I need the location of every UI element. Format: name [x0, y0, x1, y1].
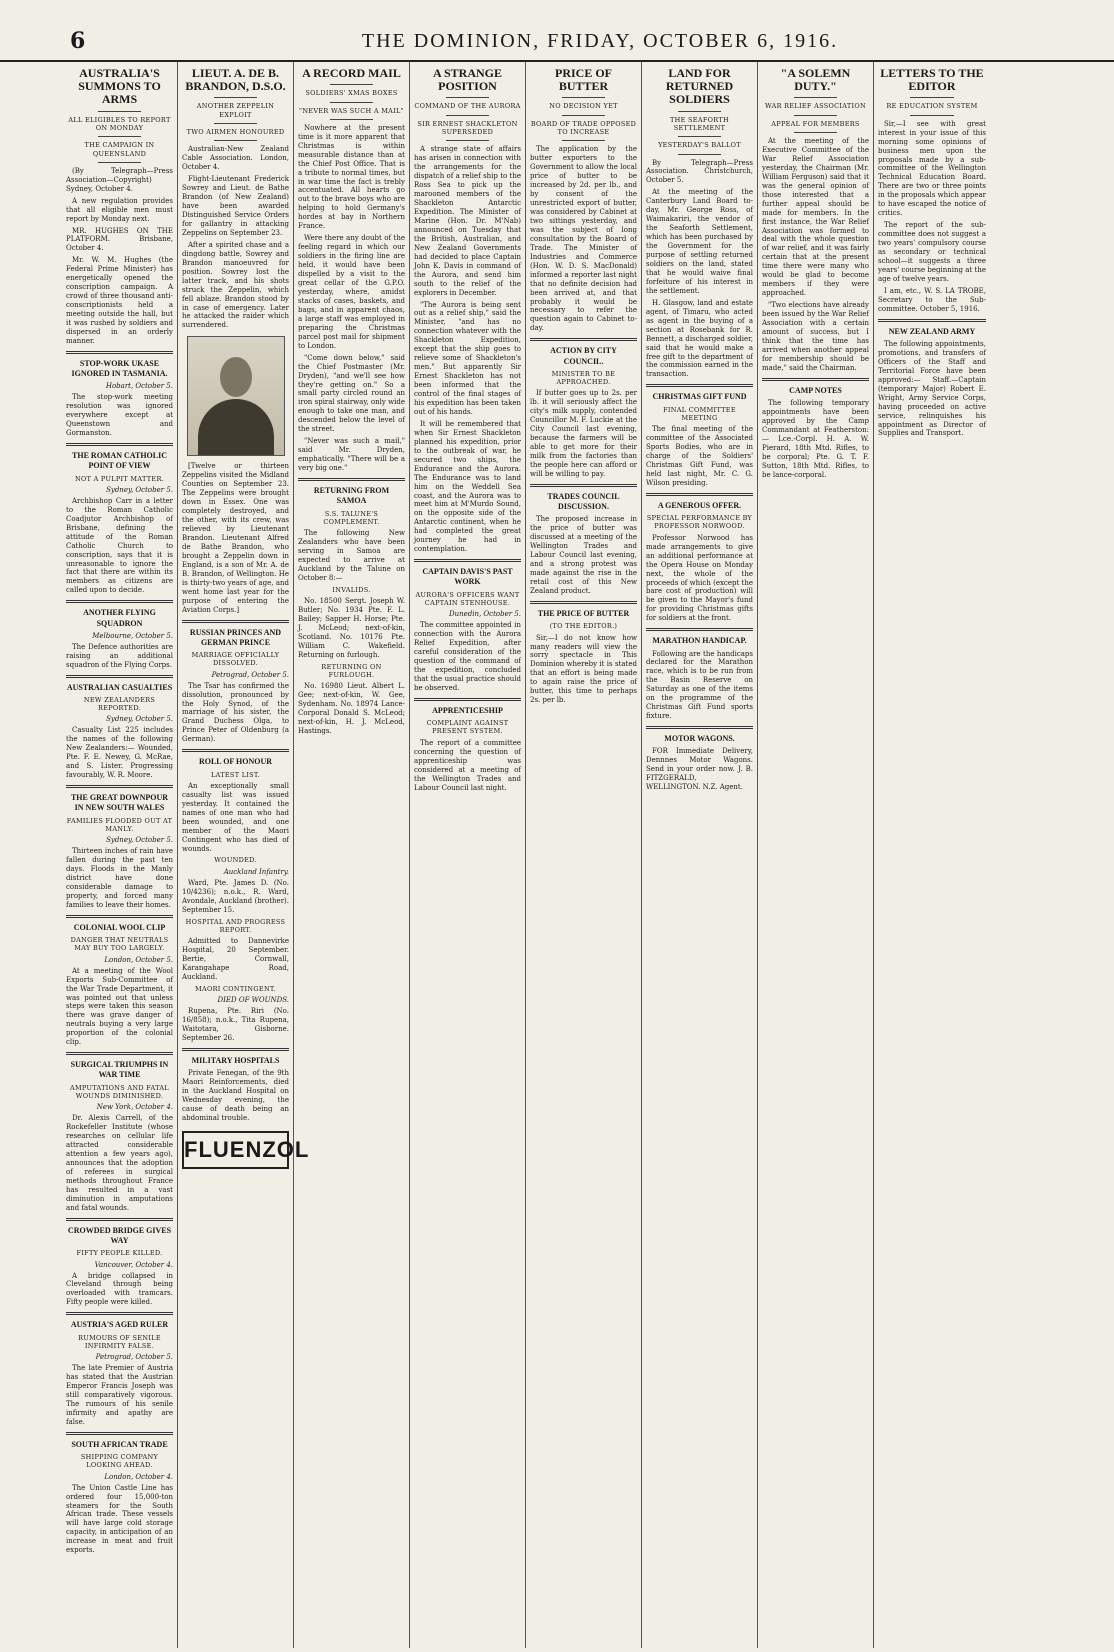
article-paragraph: A strange state of affairs has arisen in connection with the arrangements for the dispatch of a relief ship to the Ross Sea to pick up the marooned members of the Shackleton Antarctic Expedition. The Minister of Marine (Hon. Dr. M'Nab) announced on Tuesday that the British, Australian, and New Zealand Governments had decided to place Captain John K. Davis in command of the Aurora, and send him south to the relief of the explorers in December.	[414, 145, 521, 297]
dateline: Vancouver, October 4.	[94, 1260, 173, 1269]
section-headline: COLONIAL WOOL CLIP	[73, 922, 166, 932]
section-paragraph: The stop-work meeting resolution was ignored everywhere except at Queenstown and Gormanston.	[66, 393, 173, 438]
section-paragraph: The Defence authorities are raising an additional squadron of the Flying Corps.	[66, 642, 173, 669]
section-paragraph: Casualty List 225 includes the names of the following New Zealanders:— Wounded, Pte. F. E. Newey, G. McRae, and S. Lister. Progressing favourably, W. R. Moore.	[66, 726, 173, 780]
section-divider	[414, 698, 521, 701]
headline-rule	[678, 111, 721, 112]
section-subheadline: HOSPITAL AND PROGRESS REPORT.	[185, 917, 286, 934]
section-paragraph: Dr. Alexis Carrell, of the Rockefeller Institute (whose researches on cellular life attracted considerable attention a few years ago), announces that the adoption of referees in surgical methods throughout France has resulted in a vast diminution in amputations and fatal wounds.	[66, 1114, 173, 1212]
article-paragraph: After a spirited chase and a dingdong battle, Sowrey and Brandon manoeuvred for position. Sowrey lost the latter track, and his shots struck the Zeppelin, which fell ablaze. Brandon stood by in case of emergency. Later he attacked the raider which surrendered.	[182, 240, 289, 330]
section-headline: THE PRICE OF BUTTER	[537, 609, 630, 618]
section-headline: RUSSIAN PRINCES AND GERMAN PRINCE	[189, 627, 282, 647]
dateline: London, October 4.	[104, 1472, 173, 1481]
section-headline: A GENEROUS OFFER.	[657, 500, 742, 510]
section-paragraph: The report of a committee concerning the question of apprenticeship was considered at a meeting of the Wellington Trades and Labour Council last night.	[414, 738, 521, 792]
article-paragraph: (By Telegraph—Press Association—Copyright) Sydney, October 4.	[66, 166, 173, 193]
column-8	[874, 62, 990, 1648]
section-divider	[66, 785, 173, 788]
section-headline: CHRISTMAS GIFT FUND	[652, 392, 747, 402]
section-paragraph: Private Fenegan, of the 9th Maori Reinforcements, died in the Auckland Hospital on Wednesday evening, the cause of death being an abdominal trouble.	[182, 1069, 289, 1123]
dateline: New York, October 4.	[96, 1103, 173, 1112]
article-paragraph: H. Glasgow, land and estate agent, of Timaru, who acted as agent in the buying of a section at Rosebank for R. Bennett, a discharged soldier, said that he would make a free gift to the department of the commission earned in the transaction.	[646, 298, 753, 379]
headline-rule	[910, 97, 953, 98]
section-divider	[66, 1432, 173, 1435]
section-paragraph: No. 18500 Sergt. Joseph W. Butler; No. 1934 Pte. F. L. Bailey; Sapper H. Horse; Pte. J. McLeod; next-of-kin, Scotland. No. 10176 Pte. William C. Wakefield. Returning on furlough.	[298, 597, 405, 659]
dateline: Petrograd, October 5.	[211, 670, 289, 679]
section-headline: AUSTRIA'S AGED RULER	[70, 1320, 169, 1330]
section-divider	[762, 378, 869, 381]
section-headline: STOP-WORK UKASE IGNORED IN TASMANIA.	[71, 358, 168, 379]
section-divider	[530, 601, 637, 604]
article-subheadline: SOLDIERS' XMAS BOXES	[305, 89, 398, 98]
section-headline: CROWDED BRIDGE GIVES WAY	[67, 1225, 172, 1246]
article-paragraph: At the meeting of the Canterbury Land Board to-day, Mr. George Ross, of Waimakariri, the vendor of the Seaforth Settlement, which has been purchased by the Government for the purpose of settling returned soldiers on the land, stated that he would waive final forfeiture of his interest in the settlement.	[646, 188, 753, 295]
article-subheadline: TWO AIRMEN HONOURED	[186, 128, 285, 136]
section-headline: THE ROMAN CATHOLIC POINT OF VIEW	[72, 451, 167, 471]
section-paragraph: Archbishop Carr in a letter to the Roman Catholic Coadjutor Archbishop of Brisbane, defining the attitude of the Roman Catholic Church to conscription, says that it is unreasonable to ignore the fact that there are within its members as citizens are called upon to decide.	[66, 496, 173, 595]
headline-rule	[446, 115, 489, 116]
section-subheadline: S.S. TALUNE'S COMPLEMENT.	[323, 509, 380, 526]
section-subheadline: NOT A PULPIT MATTER.	[74, 474, 165, 483]
headline-rule	[794, 97, 837, 98]
article-subheadline: RE EDUCATION SYSTEM	[886, 102, 978, 111]
section-paragraph: The Union Castle Line has ordered four 15,000-ton steamers for the South African trade. These vessels will have large cold storage capacity, in anticipation of an increase in meat and fruit exports.	[66, 1483, 173, 1555]
section-divider	[66, 1312, 173, 1315]
article-subheadline: BOARD OF TRADE OPPOSED TO INCREASE	[530, 119, 637, 136]
article-headline: AUSTRALIA'S SUMMONS TO ARMS	[78, 66, 161, 107]
section-divider	[878, 319, 986, 322]
article-paragraph: I am, etc., W. S. LA TROBE, Secretary to the Sub-committee. October 5, 1916.	[878, 286, 986, 313]
section-paragraph: The proposed increase in the price of butter was discussed at a meeting of the Wellington Trades and Labour Council last evening, and a strong protest was made against the rise in the retail cost of this New Zealand product.	[530, 515, 637, 596]
headline-rule	[446, 97, 489, 98]
section-subheadline: NEW ZEALANDERS REPORTED.	[83, 695, 156, 713]
headline-rule	[562, 97, 605, 98]
article-paragraph: The application by the butter exporters to the Government to allow the local price of butter to be increased by 2d. per lb., and by consent of the unrestricted export of butter, was considered by Cabinet at two sittings yesterday, and was the subject of long consultation by the Board of Trade. The Minister of Industries and Commerce (Hon. W. D. S. MacDonald) informed a reporter last night that no definite decision had been arrived at, and that probably it would be necessary to refer the question again to Cabinet to-day.	[530, 145, 637, 333]
section-divider	[182, 749, 289, 752]
column-6	[642, 62, 758, 1648]
section-paragraph: If butter goes up to 2s. per lb. it will seriously affect the city's milk supply, contended Councillor M. F. Luckie at the City Council last evening, because the farmers will be able to get more for their milk from the factories than the people here can afford or will be willing to pay.	[530, 389, 637, 478]
section-divider	[646, 384, 753, 387]
column-4	[410, 62, 526, 1648]
headline-rule	[446, 140, 489, 141]
section-paragraph: Sir,—I do not know how many readers will view the sorry spectacle in This Dominion whereby it is stated that an effort is being made to again raise the price of butter, this time to perhaps 2s. per lb.	[530, 633, 637, 705]
article-paragraph: "The Aurora is being sent out as a relief ship," said the Minister, "and has no connection whatever with the Shackleton Expedition, except that the ship goes to relieve some of Shackleton's men." But apparently Sir Ernest Shackleton has not been informed that the control of the final stages of his expedition has been taken out of his hands.	[414, 300, 521, 416]
article-headline: A STRANGE POSITION	[432, 66, 503, 94]
portrait-shoulders	[198, 399, 274, 455]
section-divider	[66, 351, 173, 354]
section-subheadline: AMPUTATIONS AND FATAL WOUNDS DIMINISHED.	[69, 1083, 170, 1101]
article-headline: LAND FOR RETURNED SOLDIERS	[665, 66, 734, 107]
section-divider	[66, 1218, 173, 1221]
section-headline: SOUTH AFRICAN TRADE	[71, 1439, 168, 1449]
headline-rule	[794, 115, 837, 116]
section-headline: MOTOR WAGONS.	[664, 734, 735, 744]
section-headline: MILITARY HOSPITALS	[191, 1056, 280, 1066]
dateline: Dunedin, October 5.	[448, 610, 521, 619]
section-headline: ROLL OF HONOUR	[198, 757, 273, 767]
article-subheadline: "NEVER WAS SUCH A MAIL"	[299, 106, 404, 115]
headline-rule	[910, 115, 953, 116]
article-paragraph: "Never was such a mail," said Mr. Dryden, emphatically. "There will be a very big one."	[298, 437, 405, 473]
section-divider	[530, 484, 637, 487]
photo-caption: [Twelve or thirteen Zeppelins visited the Midland Counties on September 23. The Zeppelins were brought down in Essex. One was completely destroyed, and the other, with its crew, was relieved by Lieutenant Brandon. Lieutenant Alfred de Bathe Brandon, who brought a Zeppelin down in England, is a son of Mr. A. de B. Brandon, of Wellington. He is thirty-two years of age, and went home last year for the purpose of entering the Aviation Corps.]	[182, 462, 289, 614]
section-paragraph: At a meeting of the Wool Exports Sub-Committee of the War Trade Department, it was pointed out that unless steps were taken this season there was grave danger of neutrals buying a very large proportion of the colonial clip.	[66, 966, 173, 1047]
headline-rule	[330, 119, 373, 120]
section-paragraph: The final meeting of the committee of the Associated Sports Bodies, who are in charge of the Soldiers' Christmas Gift Fund, was held last night, Mr. C. G. Wilson presiding.	[646, 425, 753, 487]
article-subheadline: THE CAMPAIGN IN QUEENSLAND	[84, 141, 155, 158]
headline-rule	[98, 111, 141, 112]
article-subheadline: THE SEAFORTH SETTLEMENT	[670, 115, 729, 132]
article-headline: "A SOLEMN DUTY."	[780, 66, 851, 94]
section-headline: CAPTAIN DAVIS'S PAST WORK	[422, 567, 513, 587]
section-headline: SURGICAL TRIUMPHS IN WAR TIME	[70, 1060, 169, 1080]
section-divider	[646, 726, 753, 729]
section-subheadline: INVALIDS.	[332, 585, 371, 594]
headline-rule	[98, 136, 141, 137]
article-subheadline: ALL ELIGIBLES TO REPORT ON MONDAY	[68, 115, 171, 132]
article-subheadline: NO DECISION YET	[549, 102, 618, 111]
article-paragraph: Nowhere at the present time is it more apparent that Christmas is within measurable distance than at the Chief Post Office. That is a tribute to normal times, but in war time the fact is trebly accentuated. All hearts go out to the brave boys who are helping to hold Germany's hordes at bay in Northern France.	[298, 123, 405, 231]
section-headline: MARATHON HANDICAP.	[652, 636, 747, 646]
headline-rule	[98, 162, 141, 163]
article-headline: A RECORD MAIL	[302, 66, 401, 80]
section-paragraph: The committee appointed in connection with the Aurora Relief Expedition, after careful consideration of the question of the command of the expedition, concluded that the usual practice should be observed.	[414, 621, 521, 692]
headline-rule	[678, 136, 721, 137]
portrait-photo	[187, 336, 285, 456]
headline-rule	[562, 115, 605, 116]
section-paragraph: The late Premier of Austria has stated that the Austrian Emperor Francis Joseph was still comparatively vigorous. The rumours of his senile infirmity and apathy are false.	[66, 1364, 173, 1426]
section-paragraph: Ward, Pte. James D. (No. 10/4236); n.o.k., R. Ward, Avondale, Auckland (brother). September 15.	[182, 878, 289, 914]
section-subheadline: LATEST LIST.	[211, 770, 260, 779]
section-headline: AUSTRALIAN CASUALTIES	[66, 682, 173, 692]
article-headline: LETTERS TO THE EDITOR	[880, 66, 984, 94]
portrait-face	[220, 357, 252, 397]
columns	[62, 62, 1110, 1648]
dateline: DIED OF WOUNDS.	[217, 996, 289, 1005]
article-subheadline: WAR RELIEF ASSOCIATION	[764, 102, 867, 111]
section-subheadline: FAMILIES FLOODED OUT AT MANLY.	[66, 816, 173, 833]
section-subheadline: FIFTY PEOPLE KILLED.	[76, 1249, 163, 1258]
section-subheadline: MARRIAGE OFFICIALLY DISSOLVED.	[191, 651, 280, 668]
article-paragraph: The report of the sub-committee does not suggest a two years' compulsory course as secondary or technical school—it suggests a three years' course beginning at the age of twelve years.	[878, 221, 986, 283]
section-divider	[182, 1048, 289, 1051]
article-subheadline: COMMAND OF THE AURORA	[414, 102, 521, 111]
dateline: Sydney, October 5.	[106, 836, 173, 845]
section-headline: CAMP NOTES	[789, 385, 842, 395]
section-headline: APPRENTICESHIP	[432, 705, 503, 715]
section-divider	[66, 915, 173, 918]
section-subheadline: SHIPPING COMPANY LOOKING AHEAD.	[80, 1453, 159, 1470]
section-divider	[66, 443, 173, 446]
article-subheadline: APPEAL FOR MEMBERS	[771, 119, 860, 128]
column-1	[62, 62, 178, 1648]
headline-rule	[330, 102, 373, 103]
section-paragraph: FOR Immediate Delivery, Dennnes Motor Wagons. Send in your order now. J. B. FITZGERALD, WELLINGTON. N.Z. Agent.	[646, 747, 753, 792]
headline-rule	[330, 84, 373, 85]
headline-rule	[214, 97, 257, 98]
headline-rule	[214, 140, 257, 141]
section-divider	[414, 559, 521, 562]
article-headline: LIEUT. A. DE B. BRANDON, D.S.O.	[185, 66, 286, 94]
section-subheadline: SPECIAL PERFORMANCE BY PROFESSOR NORWOOD.	[646, 514, 753, 531]
dateline: Petrograd, October 5.	[95, 1353, 173, 1362]
section-divider	[66, 675, 173, 678]
section-paragraph: Professor Norwood has made arrangements to give an additional performance at the Opera House on Monday next, the whole of the proceeds of which (except the bare cost of production) will be given to the Mayor's fund for providing Christmas gifts for soldiers at the front.	[646, 533, 753, 623]
section-subheadline: MINISTER TO BE APPROACHED.	[551, 369, 616, 387]
section-divider	[182, 620, 289, 623]
section-paragraph: The following New Zealanders who have been serving in Samoa are expected to arrive at Auckland by the Talune on October 8:—	[298, 529, 405, 582]
article-subheadline: YESTERDAY'S BALLOT	[658, 141, 741, 150]
headline-rule	[562, 140, 605, 141]
section-paragraph: An exceptionally small casualty list was issued yesterday. It contained the names of one man who had been wounded, and one member of the Maori Contingent who has died of wounds.	[182, 781, 289, 853]
section-divider	[66, 1052, 173, 1055]
advertisement-fluenzol: FLUENZOL	[182, 1131, 289, 1169]
section-paragraph: No. 16980 Lieut. Albert L. Gee; next-of-kin, W. Gee, Sydenham. No. 18974 Lance-Corporal Donald S. McLeod; next-of-kin, H. J. McLeod, Hastings.	[298, 682, 405, 736]
article-headline: PRICE OF BUTTER	[555, 66, 612, 94]
article-paragraph: Mr. W. M. Hughes (the Federal Prime Minister) has energetically opened the conscription campaign. A crowd of three thousand anti-conscriptionists held a meeting outside the hall, but it was rushed by soldiers and dispersed in an orderly manner.	[66, 256, 173, 345]
article-paragraph: Flight-Lieutenant Frederick Sowrey and Lieut. de Bathe Brandon (of New Zealand) have been awarded Distinguished Service Orders for gallantry in attacking Zeppelins on September 23.	[182, 175, 289, 237]
section-paragraph: The Tsar has confirmed the dissolution, pronounced by the Holy Synod, of the marriage of his sister, the Grand Duchess Olga, to Prince Peter of Oldenburg (a German).	[182, 681, 289, 744]
dateline: Hobart, October 5.	[105, 382, 173, 391]
headline-rule	[214, 123, 257, 124]
section-paragraph: Rupena, Pte. Riri (No. 16/858); n.o.k., Tita Rupena, Waitotara, Gisborne. September 26.	[182, 1007, 289, 1043]
section-divider	[646, 628, 753, 631]
section-headline: NEW ZEALAND ARMY	[888, 326, 976, 336]
section-paragraph: The following temporary appointments have been approved by the Camp Commandant at Featherston:— Lce.-Corpl. H. A. W. Pierard, 18th Mtd. Rifles, to be corporal; Pte. G. T. F. Sutton, 18th Mtd. Rifles, to be lance-corporal.	[762, 399, 869, 479]
dateline: Melbourne, October 5.	[92, 631, 173, 640]
column-2	[178, 62, 310, 1648]
section-subheadline: COMPLAINT AGAINST PRESENT SYSTEM.	[426, 719, 509, 736]
article-paragraph: At the meeting of the Executive Committee of the War Relief Association yesterday, the Chairman (Mr. William Ferguson) said that it was the general opinion of those interested that a further appeal should be made for members. In the first instance, the War Relief Association was formed to deal with the whole question of war relief, and it was fairly certain that at the present time there were many who would be glad to become members if they were approached.	[762, 137, 869, 298]
section-subheadline: WOUNDED.	[214, 856, 257, 865]
section-headline: ANOTHER FLYING SQUADRON	[83, 608, 156, 628]
dateline: Sydney, October 5.	[106, 485, 173, 494]
section-subheadline: DANGER THAT NEUTRALS MAY BUY TOO LARGELY.	[70, 936, 169, 953]
section-subheadline: AURORA'S OFFICERS WANT CAPTAIN STENHOUSE.	[415, 590, 520, 607]
article-paragraph: "Two elections have already been issued by the War Relief Association with a certain amount of success, but I think that the time has arrived when another appeal for membership should be made," said the Chairman.	[762, 301, 869, 372]
section-headline: THE GREAT DOWNPOUR IN NEW SOUTH WALES	[70, 793, 169, 813]
section-headline: ACTION BY CITY COUNCIL.	[550, 346, 617, 366]
section-paragraph: Following are the handicaps declared for the Marathon race, which is to be run from the Basin Reserve on Saturday as one of the items on the programme of the Christmas Gift Fund sports fixture.	[646, 649, 753, 721]
column-5	[526, 62, 642, 1648]
dateline: Auckland Infantry.	[223, 867, 289, 876]
article-paragraph: MR. HUGHES ON THE PLATFORM. Brisbane, October 4.	[66, 226, 173, 253]
article-paragraph: Were there any doubt of the feeling regard in which our soldiers in the firing line are held, it would have been dispelled by a visit to the great cellar of the G.P.O. yesterday, where, amidst stacks of cases, baskets, and bags, and in apparent chaos, a large staff was employed in preparing the Christmas parcel post mail for shipment to London.	[298, 234, 405, 350]
section-headline: RETURNING FROM SAMOA	[313, 486, 390, 506]
section-paragraph: Thirteen inches of rain have fallen during the past ten days. Floods in the Manly district have done considerable damage to property, and forced many families to leave their homes.	[66, 847, 173, 909]
headline-rule	[678, 154, 721, 155]
article-subheadline: SIR ERNEST SHACKLETON SUPERSEDED	[417, 119, 518, 136]
article-paragraph: By Telegraph—Press Association. Christchurch, October 5.	[646, 158, 753, 185]
headline-rule	[794, 132, 837, 133]
article-paragraph: A new regulation provides that all eligible men must report by Monday next.	[66, 196, 173, 223]
section-divider	[298, 478, 405, 481]
section-paragraph: A bridge collapsed in Cleveland through being overloaded with tramcars. Fifty people were killed.	[66, 1271, 173, 1307]
section-subheadline: RETURNING ON FURLOUGH.	[321, 662, 382, 680]
newspaper-title: THE DOMINION, FRIDAY, OCTOBER 6, 1916.	[361, 30, 839, 52]
dateline: Sydney, October 5.	[106, 715, 173, 724]
dateline: London, October 5.	[104, 955, 173, 964]
section-subheadline: MAORI CONTINGENT.	[195, 984, 276, 993]
page-number: 6	[70, 28, 86, 54]
section-divider	[530, 338, 637, 341]
article-paragraph: It will be remembered that when Sir Ernest Shackleton planned his expedition, prior to the outbreak of war, he secured two ships, the Endurance and the Aurora. The Endurance was to land him on the Weddell Sea coast, and the Aurora was to meet him at M'Murdo Sound, on the opposite side of the Antarctic continent, when he had completed the great journey he had in contemplation.	[414, 419, 521, 554]
column-3	[294, 62, 410, 1648]
section-paragraph: Admitted to Dannevirke Hospital, 20 September. Bertie, Cornwall, Karangahape Road, Auckland.	[182, 937, 289, 981]
article-subheadline: ANOTHER ZEPPELIN EXPLOIT	[196, 102, 275, 119]
section-subheadline: (TO THE EDITOR.)	[549, 622, 618, 631]
masthead	[0, 0, 1114, 62]
section-subheadline: FINAL COMMITTEE MEETING	[663, 405, 736, 422]
section-subheadline: RUMOURS OF SENILE INFIRMITY FALSE.	[78, 1333, 161, 1350]
article-paragraph: "Come down below," said the Chief Postmaster (Mr. Dryden), "and we'll see how they're getting on." So a small party circled round an iron spiral stairway, only wide enough to take one man, and descended below the level of the street.	[298, 353, 405, 434]
article-paragraph: Sir,—I see with great interest in your issue of this morning some opinions of business men upon the proposals made by a sub-committee of the Wellington Technical Education Board. There are two or three points in the proposals which appear to have escaped the notice of critics.	[878, 119, 986, 218]
section-paragraph: The following appointments, promotions, and transfers of Officers of the Staff and Territorial Force have been approved:— Staff.—Captain (temporary Major) Robert E. Wright, Army Service Corps, having proceeded on active service, relinquishes his appointment as Director of Supplies and Transport.	[878, 339, 986, 438]
section-divider	[66, 600, 173, 603]
article-paragraph: Australian-New Zealand Cable Association. London, October 4.	[182, 145, 289, 172]
column-7	[758, 62, 874, 1648]
section-divider	[646, 493, 753, 496]
section-headline: TRADES COUNCIL DISCUSSION.	[547, 491, 620, 512]
